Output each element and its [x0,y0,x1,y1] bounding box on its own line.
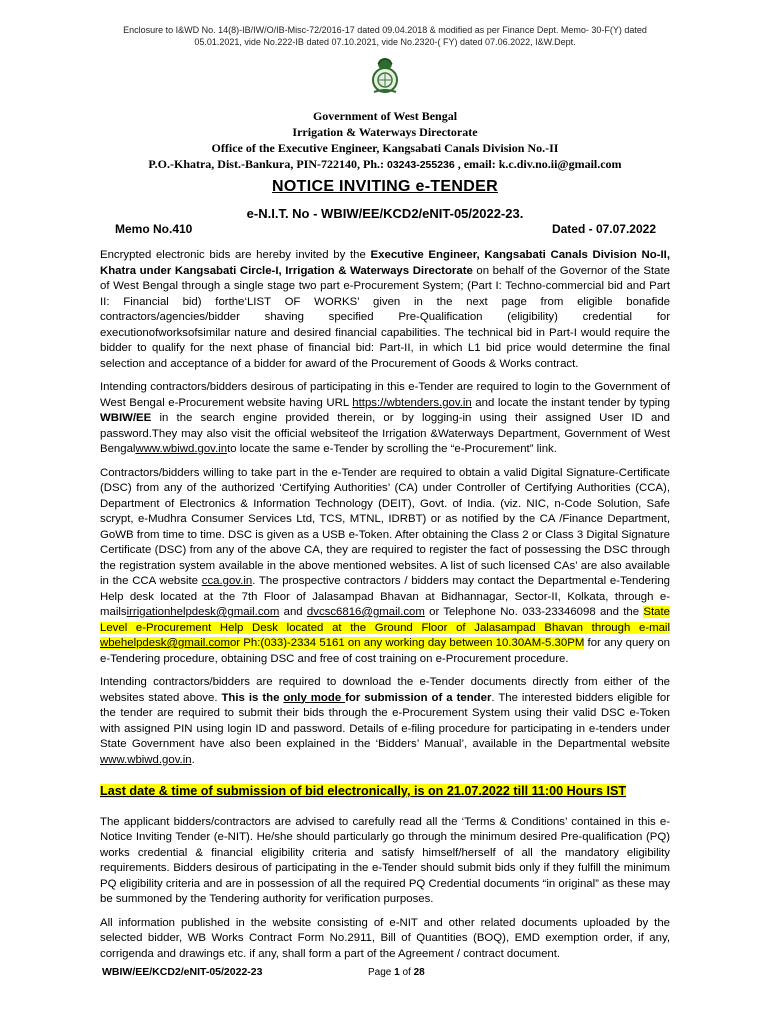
nit-number: e-N.I.T. No - WBIW/EE/KCD2/eNIT-05/2022-23. [246,206,524,221]
p1-text-a: Encrypted electronic bids are hereby invited by the [100,249,371,261]
dvcsc-email[interactable]: dvcsc6816@gmail.com [306,606,425,618]
government-name: Government of West Bengal [312,109,458,123]
west-bengal-emblem-icon [368,52,402,96]
notice-body [100,248,670,970]
p1-text-c: on behalf of the Governor of the State of West Bengal through a single stage two part e-Procurement System; (Part I: Techno-commercial bid and Part II: Financial bid) forthe‘LIST OF WORKS’ given in the next page from eligible bonafide contractors/agencies/bidder shaving specified Pre-Qualification (eligibility) credential for executionofworksofsimilar nature and desired financial capabilities. The technical bid in Part-I would require the bidder to qualify for the next phase of financial bid: Part-II, in which L1 bid price would determine the final selection and acceptance of a bidder for award of the Procurement of Goods & Works contract. [100,264,670,370]
office-name: Office of the Executive Engineer, Kangsabati Canals Division No.-II [211,141,559,155]
wbtenders-link[interactable]: https://wbtenders.gov.in [352,396,472,409]
p2-text-a: Intending contractors/bidders desirous of participating in this e-Tender are required to login to the Government of West Bengal e-Procurement website having URL [100,381,670,409]
last-date-text: Last date & time of submission of bid electronically, is on 21.07.2022 till 11:00 Hours IST [100,784,627,798]
office-address [60,156,710,173]
wbiwd-link-2[interactable]: www.wbiwd.gov.in [100,753,192,766]
p4-bold-1: This is the [221,691,284,704]
office-email: , email: k.c.div.no.ii@gmail.com [454,157,622,171]
footer-page-number [368,967,425,978]
paragraph-download [100,675,670,768]
p4-bold-2: only mode [283,691,346,704]
paragraph-dsc [100,466,670,668]
paragraph-invitation [100,248,670,372]
total-pages: 28 [413,967,425,978]
notice-title: NOTICE INVITING e-TENDER [272,178,498,195]
p3-text-d: or Telephone No. 033-23346098 and the [424,606,644,618]
memo-number: Memo No.410 [115,222,193,236]
p2-text-b: and locate the instant tender by typing [471,396,671,409]
helpdesk-highlight-1: State Level e-Procurement Help Desk located at the Ground Floor of Jalasampad Bhavan through e-mail [100,606,670,634]
p2-text-c: in the search engine provided therein, or by logging-in using their assigned User ID and password.They may also visit the official websiteof the Irrigation &Waterways Department, Government of West Bengal [100,412,670,455]
paragraph-login [100,380,670,458]
helpdesk-highlight-2: or Ph:(033)-2334 5161 on any working day between 10.30AM-5.30PM [229,637,585,649]
p3-text-b: . The prospective contractors / bidders may contact the Departmental e-Tendering Help desk located at the 7th Floor of Jalasampad Bhavan at Bidhannagar, Sector-II, Kolkata, through e-mails [100,575,670,618]
enclosure-line-2: 05.01.2021, vide No.222-IB dated 07.10.2021, vide No.2320-( FY) dated 07.06.2022, I&W.Dept. [194,37,576,47]
wbiwd-link[interactable]: www.wbiwd.gov.in [135,443,228,455]
cca-link[interactable]: cca.gov.in [201,575,253,587]
p3-text-c: and [279,606,307,618]
p3-text-a: Contractors/bidders willing to take part in the e-Tender are required to obtain a valid Digital Signature-Certificate (DSC) from any of the authorized ‘Certifying Authorities’ (CA) under Controller of Certifying Authorities (CCA), Department of Electronics & Information Technology (DEIT), Govt. of India. (viz. NIC, n-Code Solution, Safe scrypt, e-Mudhra Consumer Services Ltd, TCS, MTNL, IDRBT) or as notified by the CA /Finance Department, GoWB from time to time. DSC is given as a USB e-Token. After obtaining the Class 2 or Class 3 Digital Signature Certificate (DSC) from any of the above CA, they are required to register the fact of possessing the DSC through the registration system available in the above mentioned websites. A list of such licensed CAs’ are also available in the CCA website [100,466,670,587]
paragraph-information: All information published in the website consisting of e-NIT and other related documents uploaded by the selected bidder, WB Works Contract Form No.2911, Bill of Quantities (BOQ), EMD exemption order, if any, corrigenda and drawings etc. if any, shall form a part of the Agreement / contract document. [100,916,670,960]
notice-date: Dated - 07.07.2022 [551,222,656,236]
address-text: P.O.-Khatra, Dist.-Bankura, PIN-722140, Ph.: [148,157,387,171]
p4-bold-3: for submission of a tender [345,691,492,704]
page-of-label: of [399,967,414,978]
p1-issuer: Executive Engineer, Kangsabati Canals Division No-II, Khatra under Kangsabati Circle-I, Irrigation & Waterways Directorate [100,249,670,277]
paragraph-terms: The applicant bidders/contractors are advised to carefully read all the ‘Terms & Conditions’ contained in this e-Notice Inviting Tender (e-NIT). He/she should particularly go through the minimum desired Pre-qualification (PQ) works credential & financial eligibility criteria and satisfy himself/herself of all the mandatory eligibility requirements. Bidders desirous of participating in the e-Tender should submit bids only if they fulfill the minimum PQ eligibility criteria and are in possession of all the required PQ Credential documents “in original” as these may be summoned by the Tendering authority for verification purposes. [100,815,670,905]
p4-text-a: Intending contractors/bidders are required to download the e-Tender documents directly from either of the websites stated above. [100,676,670,704]
only-mode-phrase [221,692,491,704]
p4-text-d: . [191,753,195,766]
p2-text-d: to locate the same e-Tender by scrolling the “e-Procurement” link. [227,443,557,455]
enclosure-note [70,24,700,48]
p3-text-e: for any query on e-Tendering procedure, obtaining DSC and free of cost training on e-Procurement procedure. [100,637,671,665]
current-page: 1 [394,967,400,978]
footer-reference: WBIW/EE/KCD2/eNIT-05/2022-23 [102,966,263,978]
p4-text-c: . The interested bidders eligible for the tender are required to submit their bids through the e-Procurement System using their valid DSC e-Token with assigned PIN using login ID and password. Details of e-filing procedure for participating in e-tenders under State Government have also been explained in the ‘Bidders’ Manual’, available in the Departmental website [100,691,670,750]
irrigation-helpdesk-email[interactable]: irrigationhelpdesk@gmail.com [126,606,280,618]
wbehelpdesk-email[interactable]: wbehelpdesk@gmail.com [100,637,230,649]
last-date-line [100,784,670,801]
directorate-name: Irrigation & Waterways Directorate [292,125,478,139]
page-label: Page [368,967,395,978]
office-phone: 03243-255236 [387,159,455,171]
office-heading [60,108,710,173]
enclosure-line-1: Enclosure to I&WD No. 14(8)-IB/IW/O/IB-Misc-72/2016-17 dated 09.04.2018 & modified as per Finance Dept. Memo- 30-F(Y) dated [123,25,647,35]
search-code: WBIW/EE [100,412,152,424]
